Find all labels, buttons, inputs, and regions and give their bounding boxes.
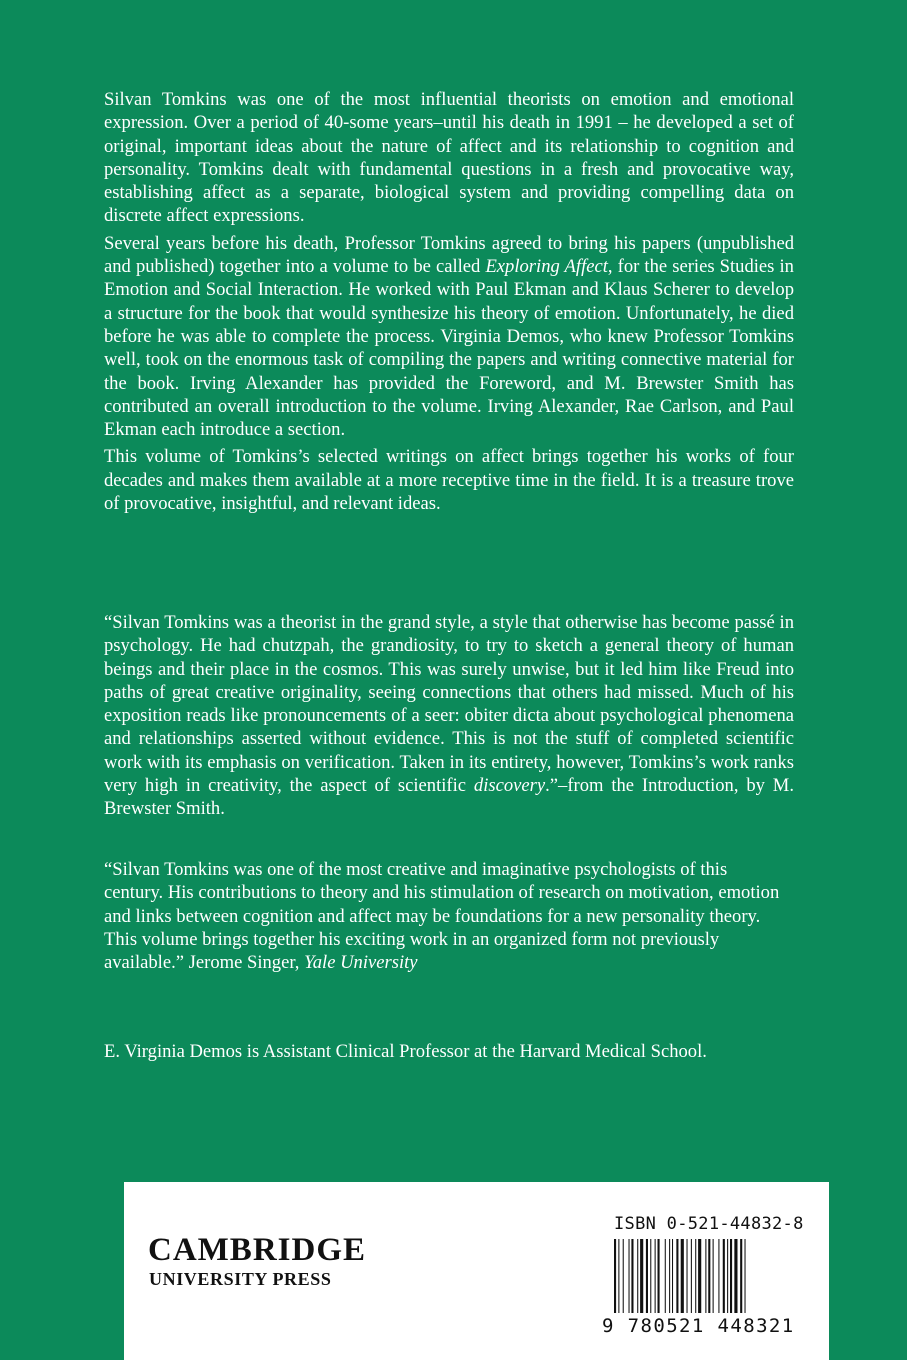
author-bio: E. Virginia Demos is Assistant Clinical Professor at the Harvard Medical School. (104, 1041, 707, 1062)
review-quote-singer: “Silvan Tomkins was one of the most creative and imaginative psychologists of this century. His contributions to theory and his stimulation of research on motivation, emotion and links between cognition and affect may be foundations for a new personality theory. This volume brings together his exciting work in an organized form not previously available.” Jerome Singer, Yale University (104, 859, 780, 974)
barcode-bar (614, 1239, 616, 1313)
book-description (104, 88, 794, 515)
barcode-bar (623, 1239, 624, 1313)
barcode-digits: 9 780521 448321 (602, 1315, 795, 1337)
reviewer-affiliation: Yale University (304, 952, 418, 974)
barcode-bar (655, 1239, 656, 1313)
barcode-bar (734, 1239, 737, 1313)
barcode-bar (646, 1239, 648, 1313)
barcode-bar (730, 1239, 732, 1313)
quote-emphasis: discovery (473, 775, 546, 797)
barcode-bar (629, 1239, 630, 1313)
book-title: Exploring Affect (485, 256, 608, 278)
barcode-bar (687, 1239, 688, 1313)
barcode-bar (740, 1239, 742, 1313)
barcode-bar (640, 1239, 643, 1313)
barcode-bar (672, 1239, 673, 1313)
barcode-bar (695, 1239, 696, 1313)
barcode-bar (691, 1239, 692, 1313)
barcode-bar (708, 1239, 710, 1313)
barcode-bar (698, 1239, 701, 1313)
publisher-name: CAMBRIDGE (148, 1232, 367, 1268)
footer-panel (124, 1182, 829, 1360)
publisher-subtitle: UNIVERSITY PRESS (149, 1269, 332, 1289)
barcode-bar (718, 1239, 719, 1313)
description-paragraph-2: Several years before his death, Professor Tomkins agreed to bring his papers (unpublished and published) together into a volume to be called Exploring Affect, for the series Studies in Emotion and Social Interaction. He worked with Paul Ekman and Klaus Scherer to develop a structure for the book that would synthesize his theory of emotion. Unfortunately, he died before he was able to complete the process. Virginia Demos, who knew Professor Tomkins well, took on the enormous task of compiling the papers and writing connective material for the book. Irving Alexander has provided the Foreword, and M. Brewster Smith has contributed an overall introduction to the volume. Irving Alexander, Rae Carlson, and Paul Ekman each introduce a section. (104, 232, 794, 441)
description-paragraph-1: Silvan Tomkins was one of the most influential theorists on emotion and emotional expression. Over a period of 40-some years–until his death in 1991 – he developed a set of original, important ideas about the nature of affect and its relationship to cognition and personality. Tomkins dealt with fundamental questions in a fresh and provocative way, establishing affect as a separate, biological system and providing compelling data on discrete affect expressions. (104, 89, 794, 227)
barcode-bar (723, 1239, 725, 1313)
description-paragraph-3: This volume of Tomkins’s selected writings on affect brings together his works of four decades and makes them available at a more receptive time in the field. It is a treasure trove of provocative, insightful, and relevant ideas. (104, 446, 794, 515)
barcode-bar (727, 1239, 728, 1313)
barcode-bar (637, 1239, 638, 1313)
barcode-bar (658, 1239, 660, 1313)
barcode-bar (705, 1239, 706, 1313)
barcode-bar (665, 1239, 666, 1313)
barcode-icon (612, 1239, 787, 1313)
barcode-bar (745, 1239, 746, 1313)
quote-attribution: .”–from the Introduction, by M. Brewster Smith. (104, 775, 794, 820)
barcode-bar (669, 1239, 670, 1313)
barcode-bar (650, 1239, 651, 1313)
isbn-label: ISBN 0-521-44832-8 (614, 1214, 804, 1234)
barcode-bar (618, 1239, 619, 1313)
barcode-bar (676, 1239, 678, 1313)
barcode-bar (631, 1239, 633, 1313)
publisher-logo (148, 1232, 366, 1290)
barcode-bar (713, 1239, 714, 1313)
review-quote-smith: “Silvan Tomkins was a theorist in the grand style, a style that otherwise has become passé in psychology. He had chutzpah, the grandiosity, to try to sketch a general theory of human beings and their place in the cosmos. This was surely unwise, but it led him like Freud into paths of great creative originality, seeing connections that others had missed. Much of his exposition reads like pronouncements of a seer: obiter dicta about psychological phenomena and relationships asserted without evidence. This is not the stuff of completed scientific work with its emphasis on verification. Taken in its entirety, however, Tomkins’s work ranks very high in creativity, the aspect of scientific discovery.”–from the Introduction, by M. Brewster Smith. (104, 612, 794, 820)
barcode-bar (681, 1239, 684, 1313)
